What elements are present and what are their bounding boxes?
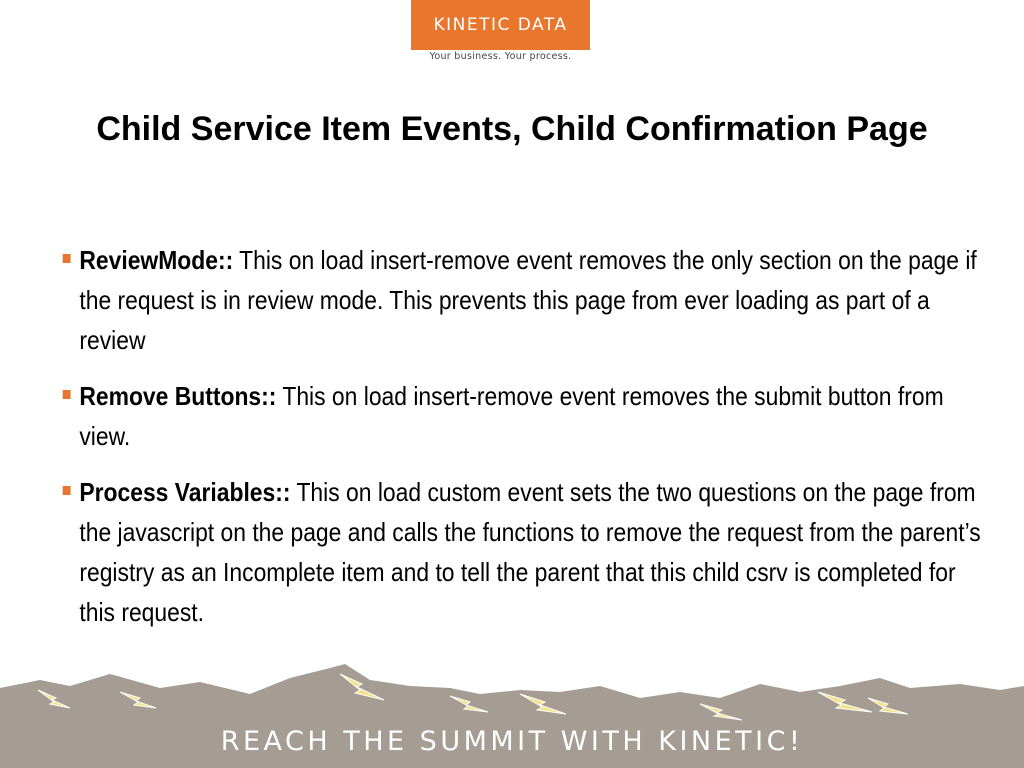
kinetic-data-logo: [411, 0, 591, 66]
slide-title: Child Service Item Events, Child Confirmation Page: [96, 110, 928, 148]
logo-tagline: Your business. Your process.: [429, 51, 572, 62]
bullet-label: Process Variables::: [79, 477, 291, 507]
bullet-marker-icon: [63, 486, 71, 495]
bullet-label: ReviewMode::: [79, 245, 234, 275]
bullet-marker-icon: [63, 390, 71, 399]
bullet-list: [60, 240, 981, 648]
bullet-item-review-mode: [60, 240, 984, 360]
bullet-item-remove-buttons: [60, 376, 984, 456]
bullet-text: This on load insert-remove event removes the submit button from view.: [79, 381, 944, 451]
footer-slogan: REACH THE SUMMIT WITH KINETIC!: [220, 726, 804, 757]
bullet-label: Remove Buttons::: [79, 381, 277, 411]
bullet-text: This on load custom event sets the two questions on the page from the javascript on the page and calls the functions to remove the request from the parent’s registry as an Incomplete item and to tell the parent that this child csrv is completed for this request.: [79, 477, 981, 627]
bullet-item-process-variables: [60, 472, 984, 632]
bullet-text: This on load insert-remove event removes the only section on the page if the request is in review mode. This prevents this page from ever loading as part of a review: [79, 245, 977, 355]
logo-brand: KINETIC DATA: [411, 0, 590, 50]
bullet-marker-icon: [63, 254, 71, 263]
